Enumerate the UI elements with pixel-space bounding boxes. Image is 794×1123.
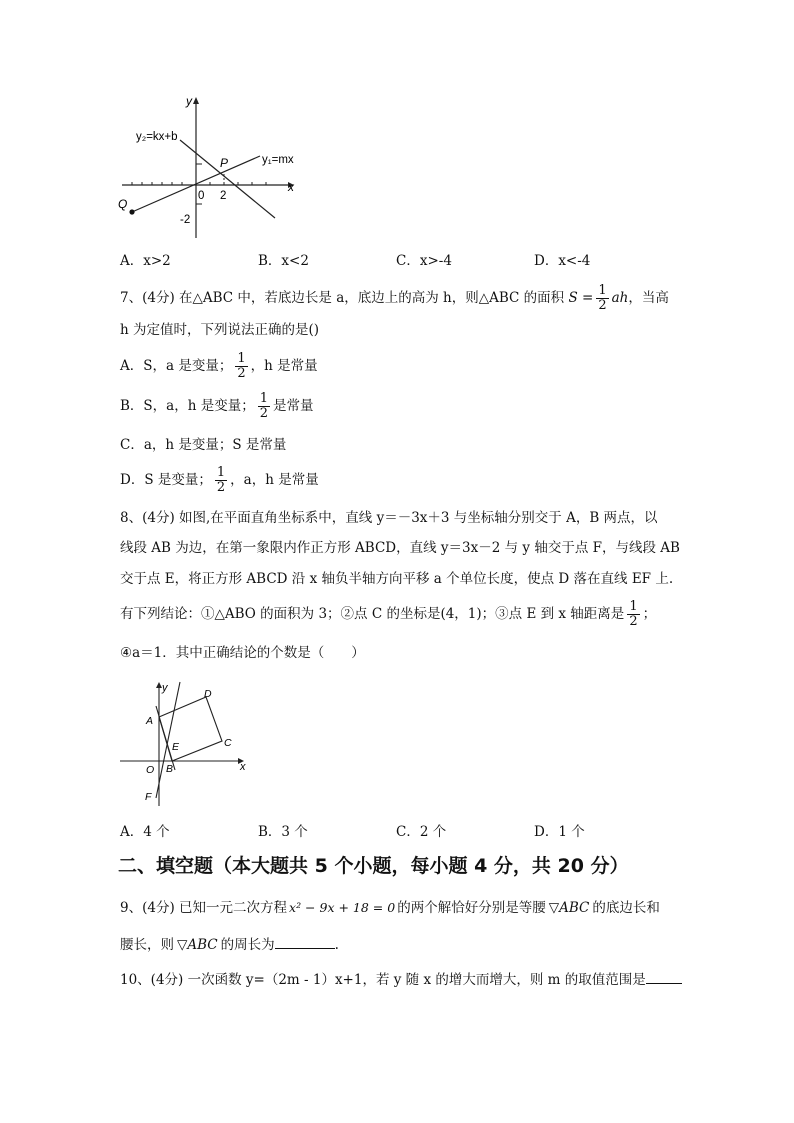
q7-stem-part2: ，当高: [628, 290, 669, 306]
q7-option-c[interactable]: C．a，h 是变量；S 是常量: [120, 437, 287, 453]
g2-c-label: C: [224, 737, 232, 749]
q8-line3: 交于点 E，将正方形 ABCD 沿 x 轴负半轴方向平移 a 个单位长度，使点 D 落在直线 EF 上.: [120, 571, 674, 587]
q10-answer-blank[interactable]: [646, 969, 682, 984]
y-axis-arrow-icon: [193, 97, 199, 104]
q7-fraction: [596, 284, 608, 313]
q7-option-b-frac-den: 2: [259, 406, 268, 421]
line2-label: y₂=kx+b: [136, 131, 178, 143]
g2-e-label: E: [172, 741, 180, 753]
q6-option-d[interactable]: D．x<-4: [534, 253, 591, 269]
q9-equation: x² − 9x + 18 = 0: [289, 900, 396, 915]
q7-formula-s: S =: [568, 290, 594, 306]
q7-formula-ah: ah: [611, 290, 629, 306]
g2-b-label: B: [166, 763, 174, 775]
q6-graph: [110, 90, 320, 245]
point-q-label: Q: [118, 197, 128, 211]
q10-text: 10、(4分) 一次函数 y=（2m - 1）x+1，若 y 随 x 的增大而增大，则 m 的取值范围是: [120, 972, 646, 988]
q7-stem-line1: [120, 284, 669, 313]
q8-line1: 8、(4分) 如图,在平面直角坐标系中，直线 y＝－3x＋3 与坐标轴分别交于 A，B 两点，以: [120, 510, 658, 526]
q6-option-c[interactable]: C．x>-4: [396, 253, 452, 269]
q8-option-a[interactable]: A．4 个: [120, 824, 170, 840]
q7-option-a-frac: [235, 352, 247, 381]
g2-y-label: y: [162, 682, 168, 694]
q7-option-d-post: ，a，h 是常量: [230, 472, 319, 488]
q9-line1: [120, 898, 660, 918]
q7-option-b-post: 是常量: [273, 398, 314, 414]
q6-option-b[interactable]: B．x<2: [258, 253, 309, 269]
q7-option-b-frac: [258, 392, 270, 421]
q8-option-b[interactable]: B．3 个: [258, 824, 308, 840]
y-axis-label: y: [186, 94, 192, 108]
g2-a-label: A: [146, 715, 154, 727]
q7-option-d-frac-den: 2: [216, 480, 226, 495]
g2-d-label: D: [204, 688, 212, 700]
q9-line2-post: 的周长为: [220, 937, 275, 953]
g2-square-abcd: [159, 697, 222, 761]
q8-line2: 线段 AB 为边，在第一象限内作正方形 ABCD，直线 y＝3x－2 与 y 轴交于点 F，与线段 AB: [120, 540, 680, 556]
origin-label: 0: [198, 190, 205, 202]
q8-line4-frac-den: 2: [629, 614, 638, 629]
q7-option-a-frac-den: 2: [237, 366, 246, 381]
q9-answer-blank[interactable]: [275, 934, 335, 949]
q7-stem-line2: h 为定值时，下列说法正确的是(): [120, 322, 320, 338]
q8-line4-frac-num: 1: [629, 599, 638, 614]
q8-option-d[interactable]: D．1 个: [534, 824, 585, 840]
g2-f-label: F: [145, 791, 152, 803]
line1-label: y₁=mx: [262, 154, 294, 166]
q7-option-b-pre: B．S，a，h 是变量；: [120, 398, 255, 414]
q7-stem-part1: 7、(4分) 在△ABC 中，若底边长是 a，底边上的高为 h，则△ABC 的面积: [120, 290, 569, 306]
point-q: [129, 209, 134, 214]
q9-line2: [120, 934, 339, 955]
q8-line4-frac: [627, 600, 639, 629]
line-y2: [180, 140, 275, 218]
x-axis-label: x: [288, 180, 294, 194]
q9-line1-pre: 9、(4分) 已知一元二次方程: [120, 900, 288, 916]
q7-option-d-frac-num: 1: [216, 465, 226, 480]
q8-graph: [112, 676, 262, 816]
q9-line2-end: .: [334, 937, 339, 953]
q7-option-a-frac-num: 1: [237, 351, 246, 366]
q9-triangle: ▽ABC: [548, 900, 590, 916]
tick-neg2-label: -2: [180, 214, 191, 226]
g2-o-label: O: [146, 764, 155, 776]
q7-option-d-frac: [215, 466, 227, 495]
q7-frac-num: 1: [598, 283, 607, 298]
q7-option-a-pre: A．S，a 是变量；: [120, 358, 233, 374]
q9-line1-end: 的底边长和: [592, 900, 660, 916]
g2-x-label: x: [240, 761, 246, 773]
q7-option-b[interactable]: [120, 392, 314, 421]
tick-2-label: 2: [220, 190, 227, 202]
q8-line5: ④a＝1．其中正确结论的个数是（ ）: [120, 645, 365, 661]
q7-option-b-frac-num: 1: [259, 391, 268, 406]
point-p-label: P: [220, 156, 229, 170]
q7-frac-den: 2: [598, 298, 607, 313]
q8-line4-post: ；: [642, 606, 657, 622]
q7-option-a-post: ，h 是常量: [250, 358, 318, 374]
q7-option-a[interactable]: [120, 352, 318, 381]
q9-line1-post: 的两个解恰好分别是等腰: [397, 900, 546, 916]
q8-line4: [120, 600, 656, 629]
q7-option-d-pre: D．S 是变量；: [120, 472, 212, 488]
q10-line: [120, 969, 682, 990]
q6-option-a[interactable]: A．x>2: [120, 253, 171, 269]
g2-line-ef: [156, 682, 180, 798]
q8-option-c[interactable]: C．2 个: [396, 824, 447, 840]
section2-heading: 二、填空题（本大题共 5 个小题，每小题 4 分，共 20 分）: [118, 855, 629, 877]
q8-line4-pre: 有下列结论：①△ABO 的面积为 3；②点 C 的坐标是(4，1)；③点 E 到 x 轴距离是: [120, 606, 625, 622]
q9-triangle-2: ▽ABC: [177, 937, 218, 953]
q7-option-d[interactable]: [120, 466, 319, 495]
q9-line2-pre: 腰长，则: [120, 937, 174, 953]
